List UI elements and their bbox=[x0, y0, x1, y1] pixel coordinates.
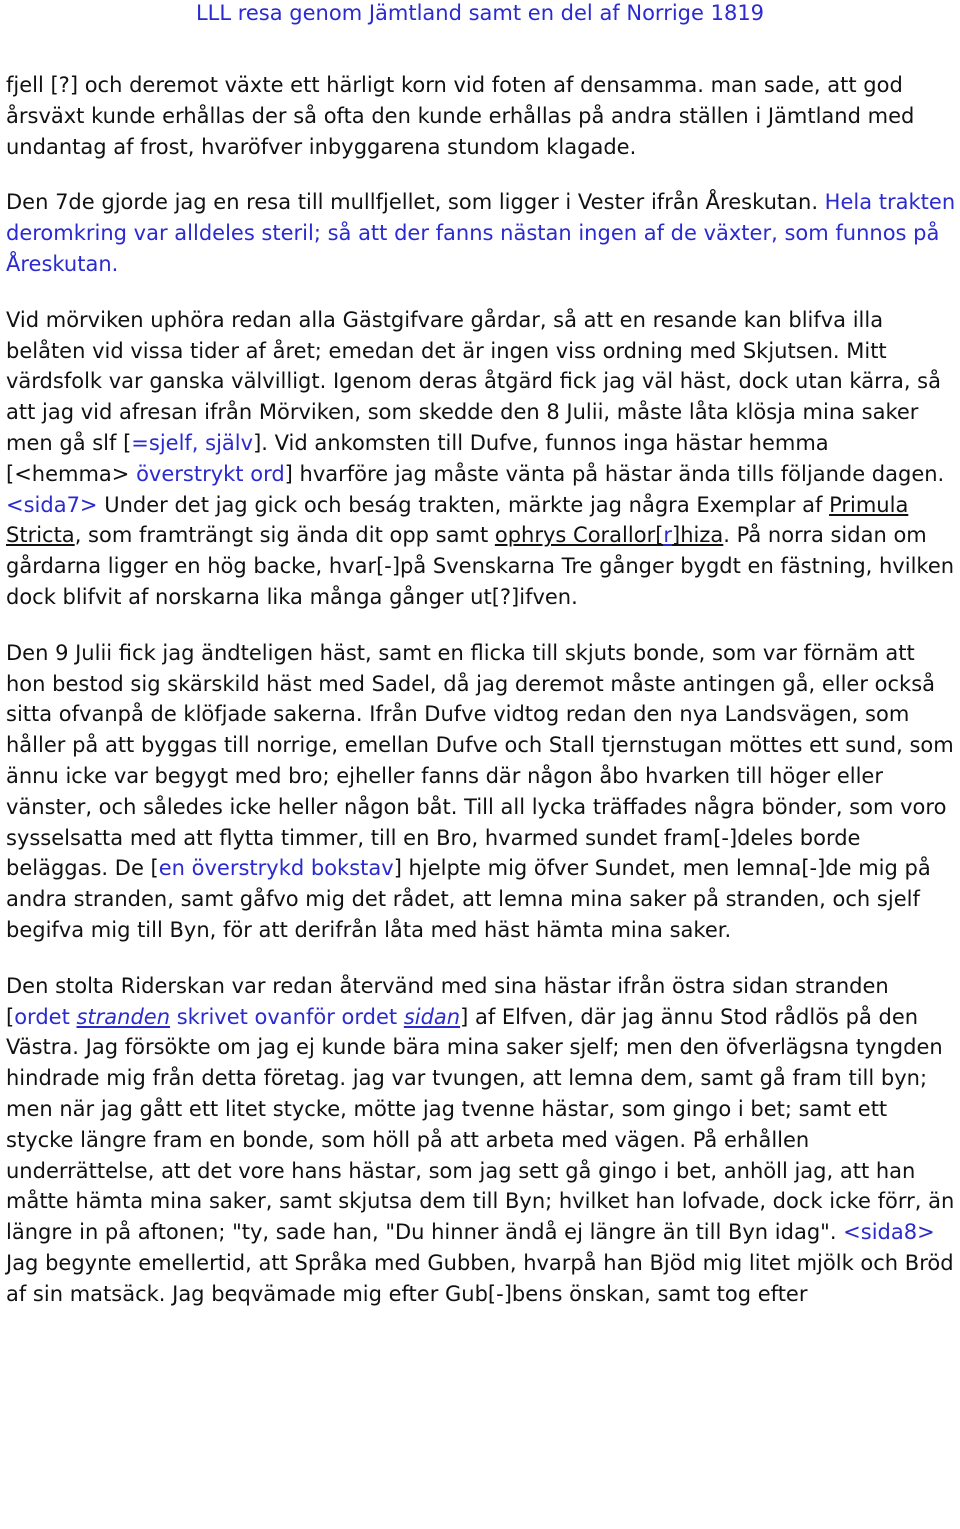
paragraph bbox=[6, 971, 958, 1310]
text-run: ] hvarföre jag måste vänta på hästar ända tills följande dagen. bbox=[284, 461, 945, 486]
annotation-text: =sjelf, själv bbox=[131, 430, 254, 455]
text-run: . På norra sidan om gårdarna ligger en hög backe, hvar[-]på Svenskarna Tre gånger bygdt en fästning, hvilken dock blifvit af norskarna lika många gånger ut[?]ifven. bbox=[6, 523, 955, 609]
text-run: fjell [?] och deremot växte ett härligt korn vid foten af densamma. man sade, att god årsväxt kunde erhållas der så ofta den kunde erhållas på andra ställen i Jämtland med undantag af frost, hvaröfver inbyggarena stundom klagade. bbox=[6, 73, 915, 159]
annotation-text: ophrys Corallor[ bbox=[494, 523, 664, 548]
text-run: ] hjelpte mig öfver Sundet, men lemna[-]de mig på andra stranden, samt gåfvo mig det rådet, att lemna mina saker på stranden, och sjelf begifva mig till Byn, för att derifrån låta med häst hämta mina saker. bbox=[6, 856, 931, 942]
paragraph bbox=[6, 305, 958, 613]
paragraph bbox=[6, 70, 958, 162]
paragraph bbox=[6, 638, 958, 946]
document-body bbox=[6, 70, 958, 1334]
page-title: LLL resa genom Jämtland samt en del af Norrige 1819 bbox=[195, 1, 765, 25]
annotation-text: <sida8> bbox=[843, 1220, 935, 1245]
annotation-text: överstrykt ord bbox=[136, 461, 285, 486]
annotation-text: <sida7> bbox=[6, 492, 98, 517]
annotation-text: r bbox=[663, 523, 673, 548]
annotation-text: Hela trakten deromkring var alldeles steril; så att der fanns nästan ingen af de växter, som funnos på Åreskutan. bbox=[6, 190, 956, 276]
annotation-text: skrivet ovanför ordet bbox=[170, 1004, 404, 1029]
text-run: Jag begynte emellertid, att Språka med Gubben, hvarpå han Bjöd mig litet mjölk och Bröd af sin matsäck. Jag beqvämade mig efter Gub[-]bens önskan, samt tog efter bbox=[6, 1250, 954, 1306]
text-run: ] af Elfven, där jag ännu Stod rådlös på den Västra. Jag försökte om jag ej kunde bära mina saker sjelf; men den öfverlägsna tyngden hindrade mig från detta företag. jag var tvungen, att lemna dem, samt gå fram till byn; men när jag gått ett litet stycke, mötte jag tvenne hästar, som gingo i bet; samt ett stycke längre fram en bonde, som höll på att arbeta med vägen. På erhållen underrättelse, att det vore hans hästar, som jag sett gå gingo i bet, anhöll jag, att han måtte hämta mina saker, samt skjutsa dem till Byn; hvilket han lofvade, dock icke förr, än längre in på aftonen; "ty, sade han, "Du hinner ändå ej längre än till Byn idag". bbox=[6, 1004, 955, 1245]
text-run: Den stolta Riderskan var redan återvänd med sina hästar ifrån östra sidan stranden [ bbox=[6, 973, 889, 1029]
annotation-text: ]hiza bbox=[672, 523, 724, 548]
text-run: Den 7de gjorde jag en resa till mullfjellet, som ligger i Vester ifrån Åreskutan. bbox=[6, 190, 818, 215]
text-run: ]. Vid ankomsten till Dufve, funnos inga hästar hemma [<hemma> bbox=[6, 430, 829, 486]
text-run: Den 9 Julii fick jag ändteligen häst, samt en flicka till skjuts bonde, som var förnäm att hon bestod sig skärskild häst med Sadel, då jag deremot måste antingen gå, eller också sitta ofvanpå de klöfjade sakerna. Ifrån Dufve vidtog redan den nya Landsvägen, som håller på att byggas till norrige, emellan Dufve och Stall tjernstugan möttes ett sund, som ännu icke var begygt med bro; ejheller fanns där någon åbo hvarken till höger eller vänster, och således icke heller någon båt. Till all lycka träffades några bönder, som voro sysselsatta med att flytta timmer, till en Bro, hvarmed sundet fram[-]deles borde beläggas. De [ bbox=[6, 640, 954, 881]
paragraph bbox=[6, 187, 958, 279]
annotation-text: sidan bbox=[403, 1004, 461, 1029]
annotation-text: ordet bbox=[14, 1004, 77, 1029]
annotation-text: stranden bbox=[76, 1004, 171, 1029]
text-run: Vid mörviken uphöra redan alla Gästgifvare gårdar, så att en resande kan blifva illa belåten vid vissa tider af året; emedan det är ingen viss ordning med Skjutsen. Mitt värdsfolk var ganska välvilligt. Igenom deras åtgärd fick jag väl häst, dock utan kärra, så att jag vid afresan ifrån Mörviken, som skedde den 8 Julii, måste låta klösja mina saker men gå slf [ bbox=[6, 307, 941, 455]
annotation-text: en överstrykd bokstav bbox=[158, 856, 394, 881]
text-run: , som framträngt sig ända dit opp samt bbox=[74, 523, 495, 548]
annotation-text: Primula Stricta bbox=[6, 492, 909, 548]
text-run: Under det jag gick och beság trakten, märkte jag några Exemplar af bbox=[97, 492, 830, 517]
